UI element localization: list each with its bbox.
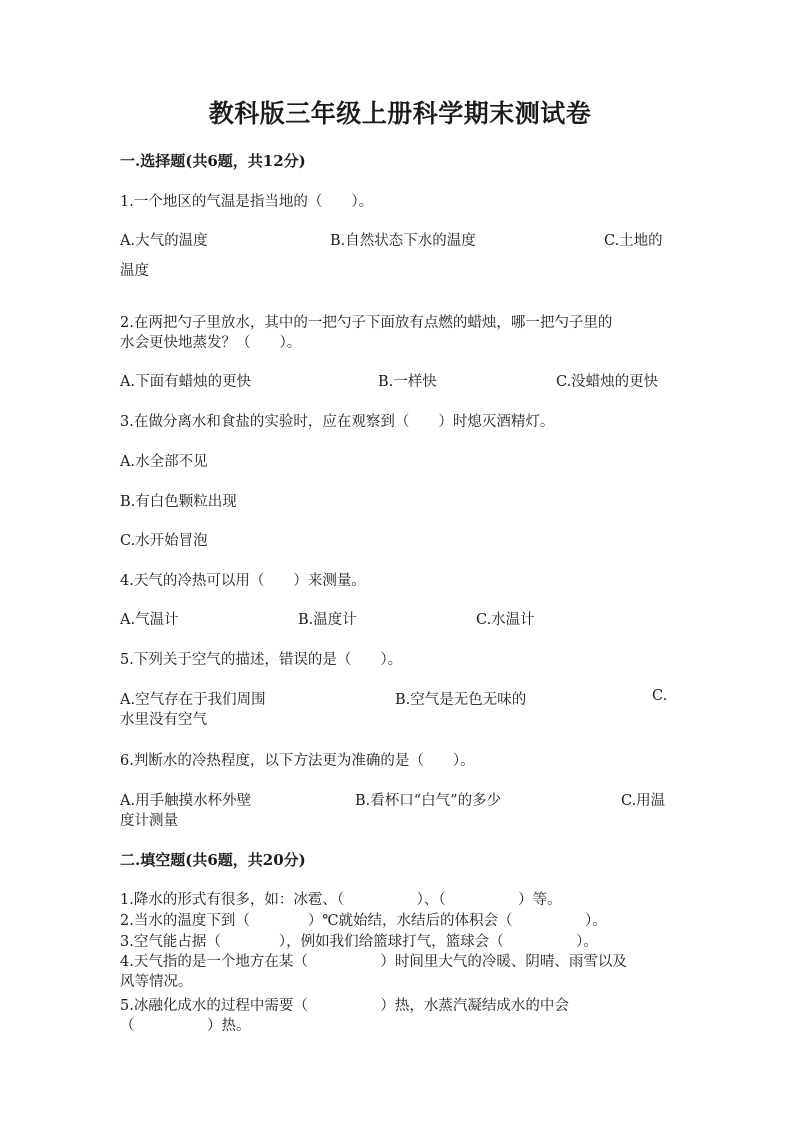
question-4-option-c: C.水温计: [476, 612, 535, 628]
question-6-option-c: C.用温: [621, 793, 666, 809]
question-1-option-b: B.自然状态下水的温度: [330, 233, 476, 249]
question-4-option-a: A.气温计: [120, 612, 179, 628]
fill-in-line: 2.当水的温度下到（ ）℃就始结，水结后的体积会（ ）。: [120, 913, 607, 929]
question-6-option-c-continued: 度计测量: [120, 813, 178, 829]
question-5-option-c: C.: [652, 688, 668, 704]
section-header-choice: 一.选择题(共6题，共12分): [120, 152, 306, 170]
question-3-option-a: A.水全部不见: [120, 454, 208, 470]
question-3-option-b: B.有白色颗粒出现: [120, 494, 237, 510]
question-2-option-c: C.没蜡烛的更快: [556, 374, 659, 390]
question-2-option-a: A.下面有蜡烛的更快: [120, 374, 252, 390]
question-1-option-c-continued: 温度: [120, 263, 149, 279]
question-6-option-b: B.看杯口“白气”的多少: [355, 793, 502, 809]
question-2-stem-line-1: 2.在两把勺子里放水，其中的一把勺子下面放有点燃的蜡烛，哪一把勺子里的: [120, 315, 613, 331]
question-2-option-b: B.一样快: [378, 374, 437, 390]
question-6-stem: 6.判断水的冷热程度，以下方法更为准确的是（ ）。: [120, 753, 475, 769]
question-3-stem: 3.在做分离水和食盐的实验时，应在观察到（ ）时熄灭酒精灯。: [120, 414, 555, 430]
fill-in-line: 风等情况。: [120, 974, 193, 990]
fill-in-line: 3.空气能占据（ ），例如我们给篮球打气，篮球会（ ）。: [120, 934, 598, 950]
question-1-option-a: A.大气的温度: [120, 233, 208, 249]
fill-in-line: 5.冰融化成水的过程中需要（ ）热，水蒸汽凝结成水的中会: [120, 998, 569, 1014]
fill-in-line: 4.天气指的是一个地方在某（ ）时间里大气的冷暖、阴晴、雨雪以及: [120, 954, 627, 970]
question-3-option-c: C.水开始冒泡: [120, 533, 208, 549]
fill-in-line: 1.降水的形式有很多，如：冰雹、（ ）、（ ）等。: [120, 892, 562, 908]
question-5-option-c-continued: 水里没有空气: [120, 712, 207, 728]
question-5-option-b: B.空气是无色无味的: [395, 692, 527, 708]
question-4-option-b: B.温度计: [298, 612, 357, 628]
question-5-option-a: A.空气存在于我们周围: [120, 692, 266, 708]
question-1-stem: 1.一个地区的气温是指当地的（ ）。: [120, 194, 374, 210]
question-1-option-c: C.土地的: [604, 233, 663, 249]
fill-in-line: （ ）热。: [120, 1018, 251, 1034]
section-header-fill-in: 二.填空题(共6题，共20分): [120, 851, 306, 869]
question-5-stem: 5.下列关于空气的描述，错误的是（ ）。: [120, 652, 403, 668]
question-6-option-a: A.用手触摸水杯外壁: [120, 793, 252, 809]
page-title: 教科版三年级上册科学期末测试卷: [208, 99, 592, 128]
question-4-stem: 4.天气的冷热可以用（ ）来测量。: [120, 573, 366, 589]
question-2-stem-line-2: 水会更快地蒸发？（ ）。: [120, 335, 302, 351]
